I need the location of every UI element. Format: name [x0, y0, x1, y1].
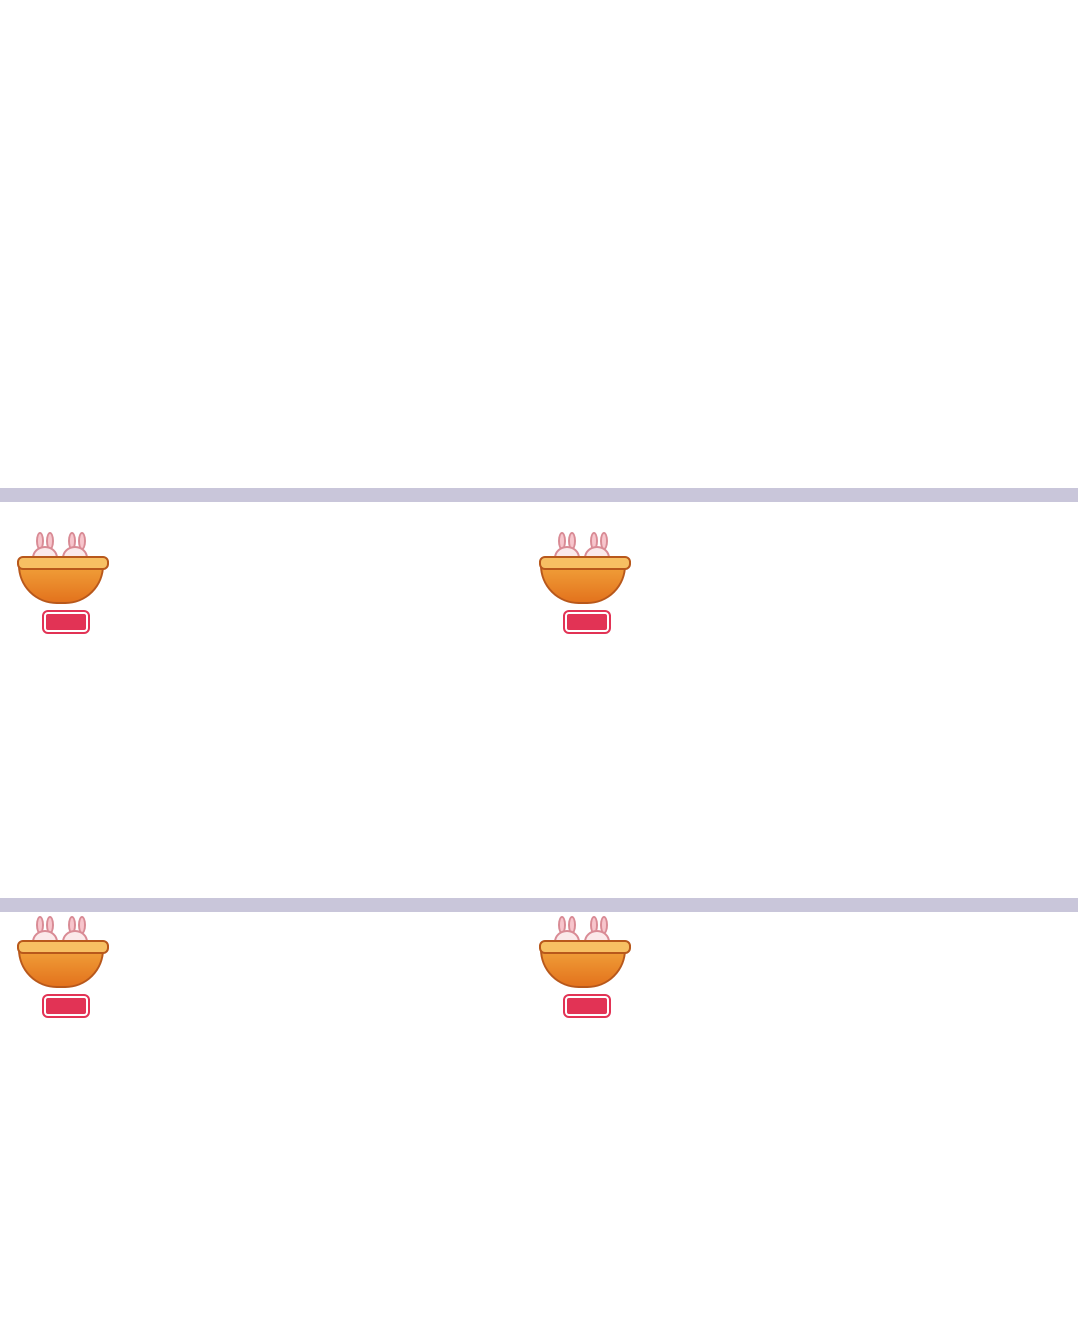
section-divider: [0, 488, 1078, 502]
mascot-bowl-icon: [540, 532, 626, 602]
banner-wangpai: [44, 996, 88, 1016]
mascot-bowl-icon: [18, 916, 104, 986]
section-divider: [0, 898, 1078, 912]
mascot-bowl-icon: [540, 916, 626, 986]
banner-wanmei: [565, 996, 609, 1016]
mascot-bowl-icon: [18, 532, 104, 602]
top-feature-block: [0, 0, 1078, 488]
banner-tiexin: [44, 612, 88, 632]
banner-shiyong: [565, 612, 609, 632]
